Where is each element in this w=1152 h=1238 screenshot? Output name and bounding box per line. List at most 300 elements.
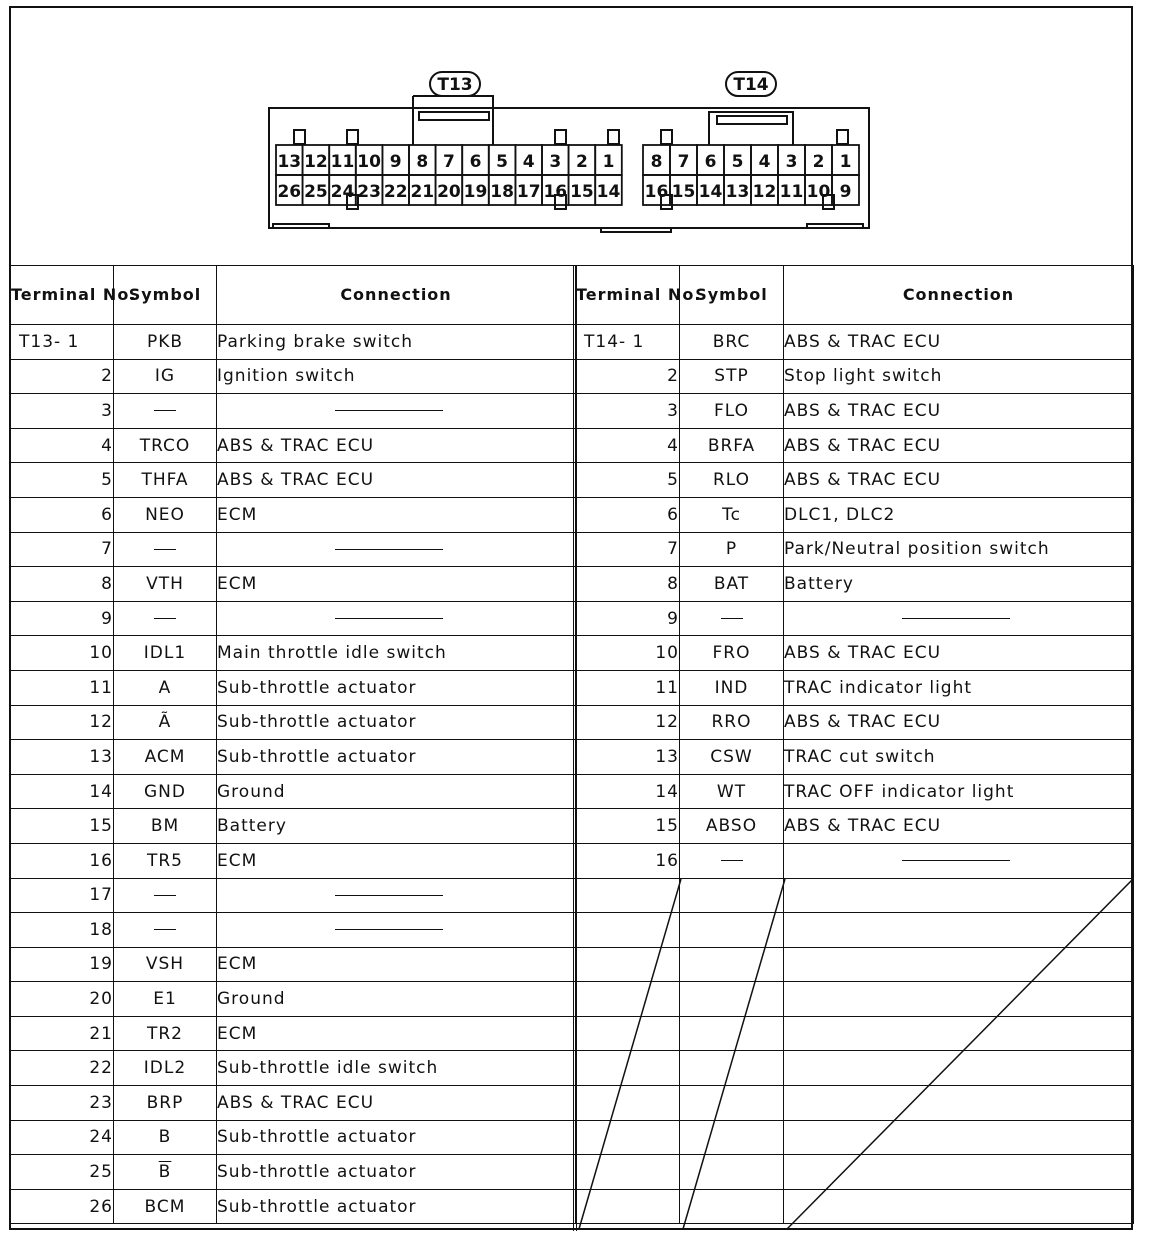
t14-pin-bottom-10: 10 — [806, 182, 831, 202]
symbol-text: RRO — [711, 712, 752, 733]
connection-text: Ground — [217, 781, 286, 802]
table-row — [576, 463, 1134, 498]
terminal-number: 8 — [101, 573, 113, 594]
terminal-number: 6 — [667, 504, 679, 525]
t14-symbol-cell — [680, 1086, 784, 1121]
t14-connection-cell — [784, 601, 1134, 636]
t13-connection-cell — [217, 567, 576, 602]
table-row — [11, 982, 576, 1017]
t14-symbol-cell — [680, 567, 784, 602]
t13-terminal-cell — [11, 774, 114, 809]
t13-connection-cell — [217, 947, 576, 982]
table-row — [576, 1120, 1134, 1155]
t13-symbol-cell — [114, 636, 217, 671]
t13-symbol-cell — [114, 705, 217, 740]
t13-symbol-cell — [114, 1086, 217, 1121]
symbol-header: Symbol — [114, 266, 217, 325]
terminal-number: 20 — [89, 989, 113, 1010]
terminal-number: 19 — [89, 954, 113, 975]
table-row — [576, 1051, 1134, 1086]
t13-pin-top-4: 4 — [522, 152, 535, 172]
t13-symbol-cell — [114, 567, 217, 602]
t14-label: T14 — [733, 75, 769, 95]
symbol-text: ACM — [144, 746, 186, 767]
t13-terminal-cell — [11, 1086, 114, 1121]
symbol-header: Symbol — [680, 266, 784, 325]
t14-connection-cell — [784, 463, 1134, 498]
t14-symbol-cell — [680, 878, 784, 913]
symbol-text: VSH — [145, 954, 185, 975]
symbol-text: E1 — [153, 989, 177, 1010]
symbol-text: BM — [150, 816, 180, 837]
t14-symbol-cell — [680, 947, 784, 982]
t13-connection-cell — [217, 1155, 576, 1190]
connection-text: Parking brake switch — [217, 331, 414, 352]
t14-terminal-cell — [576, 1155, 680, 1190]
symbol-text: IND — [714, 677, 749, 698]
table-row — [11, 705, 576, 740]
t14-terminal-cell — [576, 982, 680, 1017]
terminal-header: Terminal No. — [11, 266, 114, 325]
connection-text: TRAC cut switch — [784, 746, 936, 767]
symbol-text: $\overline{B}$ — [158, 1162, 172, 1183]
t13-connection-cell — [217, 1051, 576, 1086]
t13-connection-cell — [217, 325, 576, 360]
t13-pin-top-7: 7 — [442, 152, 455, 172]
t13-connection-cell — [217, 428, 576, 463]
connection-text: ABS & TRAC ECU — [217, 470, 375, 491]
t13-terminal-table — [10, 265, 576, 1224]
t13-connection-cell — [217, 394, 576, 429]
symbol-text: BCM — [144, 1196, 186, 1217]
t14-symbol-cell — [680, 774, 784, 809]
terminal-number: 3 — [101, 400, 113, 421]
t13-connection-cell — [217, 774, 576, 809]
connection-text: Stop light switch — [784, 366, 943, 387]
table-row — [576, 913, 1134, 948]
terminal-number: 3 — [667, 400, 679, 421]
table-row — [576, 740, 1134, 775]
t14-terminal-cell — [576, 740, 680, 775]
no-symbol-dash — [154, 549, 176, 550]
symbol-text: TRCO — [139, 435, 191, 456]
t13-pin-top-1: 1 — [602, 152, 615, 172]
terminal-number: 13 — [655, 746, 679, 767]
t14-terminal-table — [575, 265, 1134, 1224]
t13-connection-cell — [217, 843, 576, 878]
t14-latch-slot — [717, 116, 787, 124]
t13-pin-bottom-25: 25 — [304, 182, 328, 202]
symbol-text: BAT — [713, 573, 750, 594]
t13-symbol-cell — [114, 913, 217, 948]
symbol-text: IG — [154, 366, 176, 387]
connection-text: Park/Neutral position switch — [784, 539, 1050, 560]
t13-terminal-cell — [11, 567, 114, 602]
terminal-number: 12 — [655, 712, 679, 733]
table-row — [576, 567, 1134, 602]
table-row — [576, 428, 1134, 463]
t14-terminal-cell — [576, 1051, 680, 1086]
table-row — [11, 532, 576, 567]
t13-pin-top-12: 12 — [304, 152, 328, 172]
t14-symbol-cell — [680, 359, 784, 394]
terminal-number: 11 — [655, 677, 679, 698]
terminal-number: 9 — [667, 608, 679, 629]
t13-symbol-cell — [114, 601, 217, 636]
t14-connection-cell — [784, 809, 1134, 844]
symbol-text: VTH — [146, 573, 184, 594]
symbol-text: FRO — [712, 643, 751, 664]
connection-text: Battery — [217, 816, 287, 837]
symbol-text: B — [158, 1127, 172, 1148]
terminal-number: T13- 1 — [19, 331, 80, 352]
terminal-number: 16 — [89, 850, 113, 871]
table-row — [11, 947, 576, 982]
connection-text: Sub-throttle actuator — [217, 1127, 417, 1148]
connection-text: ABS & TRAC ECU — [784, 712, 942, 733]
table-row — [11, 913, 576, 948]
connection-text: Battery — [784, 573, 854, 594]
t13-pin-bottom-14: 14 — [596, 182, 621, 202]
t14-symbol-cell — [680, 740, 784, 775]
connection-text: ABS & TRAC ECU — [784, 816, 942, 837]
connection-text: ECM — [217, 573, 258, 594]
t13-pin-top-9: 9 — [389, 152, 402, 172]
t13-symbol-cell — [114, 878, 217, 913]
t13-connection-cell — [217, 982, 576, 1017]
t13-pin-bottom-15: 15 — [570, 182, 594, 202]
table-row — [11, 1155, 576, 1190]
t13-terminal-cell — [11, 428, 114, 463]
t14-terminal-cell — [576, 428, 680, 463]
t14-pin-bottom-9: 9 — [839, 182, 852, 202]
t13-terminal-cell — [11, 913, 114, 948]
page-frame — [9, 6, 1133, 1230]
table-row — [576, 878, 1134, 913]
symbol-text: BRP — [146, 1092, 184, 1113]
connection-text: ECM — [217, 850, 258, 871]
t13-symbol-cell — [114, 532, 217, 567]
no-connection-line — [902, 860, 1010, 861]
t13-connection-cell — [217, 705, 576, 740]
t14-terminal-cell — [576, 497, 680, 532]
terminal-number: 4 — [101, 435, 113, 456]
t14-connection-cell — [784, 740, 1134, 775]
t13-connection-cell — [217, 1016, 576, 1051]
t13-connection-cell — [217, 740, 576, 775]
symbol-text: Tc — [722, 504, 741, 525]
t13-connection-cell — [217, 670, 576, 705]
t14-connection-cell — [784, 359, 1134, 394]
table-row — [576, 1155, 1134, 1190]
no-connection-line — [902, 618, 1010, 619]
connection-text: ECM — [217, 954, 258, 975]
t14-pin-bottom-16: 16 — [644, 182, 669, 202]
t14-connection-cell — [784, 532, 1134, 567]
t14-connection-cell — [784, 1120, 1134, 1155]
t14-connection-cell — [784, 843, 1134, 878]
connection-text: TRAC OFF indicator light — [784, 781, 1015, 802]
terminal-number: 12 — [89, 712, 113, 733]
no-symbol-dash — [154, 410, 176, 411]
connection-text: Sub-throttle actuator — [217, 1162, 417, 1183]
t13-connection-cell — [217, 913, 576, 948]
t14-connection-cell — [784, 1155, 1134, 1190]
table-row — [11, 359, 576, 394]
t14-pin-top-6: 6 — [704, 152, 717, 172]
key-bump — [608, 130, 619, 144]
terminal-number: 25 — [89, 1162, 113, 1183]
table-row — [11, 670, 576, 705]
t14-symbol-cell — [680, 670, 784, 705]
t13-pin-bottom-21: 21 — [410, 182, 435, 202]
terminal-number: 18 — [89, 919, 113, 940]
table-row — [576, 843, 1134, 878]
t13-pin-top-10: 10 — [357, 152, 381, 172]
t13-terminal-cell — [11, 670, 114, 705]
terminal-number: 8 — [667, 573, 679, 594]
key-bump — [661, 130, 672, 144]
t14-terminal-cell — [576, 705, 680, 740]
table-row — [11, 567, 576, 602]
t14-terminal-cell — [576, 1016, 680, 1051]
key-bump — [347, 130, 358, 144]
table-row — [576, 1016, 1134, 1051]
t13-terminal-cell — [11, 982, 114, 1017]
t14-symbol-cell — [680, 428, 784, 463]
t14-pin-top-3: 3 — [785, 152, 798, 172]
t14-terminal-cell — [576, 1120, 680, 1155]
symbol-text: P — [725, 539, 738, 560]
connection-text: ABS & TRAC ECU — [217, 1092, 375, 1113]
terminal-number: 16 — [655, 850, 679, 871]
symbol-text: BRC — [712, 331, 751, 352]
table-row — [576, 1189, 1134, 1224]
table-row — [576, 982, 1134, 1017]
symbol-text: GND — [144, 781, 186, 802]
t14-connection-cell — [784, 878, 1134, 913]
t14-terminal-cell — [576, 774, 680, 809]
t13-pin-bottom-26: 26 — [277, 182, 302, 202]
t13-symbol-cell — [114, 1120, 217, 1155]
t13-symbol-cell — [114, 809, 217, 844]
t14-terminal-cell — [576, 1189, 680, 1224]
t14-connection-cell — [784, 670, 1134, 705]
t14-pin-bottom-13: 13 — [725, 182, 750, 202]
terminal-number: 14 — [655, 781, 679, 802]
t14-terminal-cell — [576, 394, 680, 429]
t13-symbol-cell — [114, 359, 217, 394]
t14-terminal-cell — [576, 325, 680, 360]
t14-pin-top-4: 4 — [758, 152, 771, 172]
t14-symbol-cell — [680, 601, 784, 636]
t13-symbol-cell — [114, 982, 217, 1017]
t14-connection-cell — [784, 1189, 1134, 1224]
key-bump — [837, 130, 848, 144]
terminal-number: 5 — [667, 470, 679, 491]
connection-text: Sub-throttle actuator — [217, 1196, 417, 1217]
t14-pin-bottom-11: 11 — [779, 182, 804, 202]
t13-symbol-cell — [114, 947, 217, 982]
t13-connection-cell — [217, 1120, 576, 1155]
t14-symbol-cell — [680, 1120, 784, 1155]
table-row — [11, 1051, 576, 1086]
table-row — [576, 705, 1134, 740]
t13-terminal-cell — [11, 947, 114, 982]
t13-connection-cell — [217, 532, 576, 567]
t13-header-row — [11, 266, 576, 325]
t14-symbol-cell — [680, 636, 784, 671]
symbol-text: RLO — [712, 470, 751, 491]
table-row — [11, 878, 576, 913]
t14-symbol-cell — [680, 532, 784, 567]
t14-terminal-cell — [576, 670, 680, 705]
symbol-text: PKB — [146, 331, 184, 352]
key-bump — [555, 130, 566, 144]
t14-terminal-cell — [576, 947, 680, 982]
terminal-number: 2 — [667, 366, 679, 387]
t13-pin-bottom-19: 19 — [463, 182, 488, 202]
t13-terminal-cell — [11, 809, 114, 844]
t14-connection-cell — [784, 913, 1134, 948]
t13-terminal-cell — [11, 1051, 114, 1086]
t13-connection-cell — [217, 809, 576, 844]
t14-symbol-cell — [680, 1189, 784, 1224]
connection-text: ABS & TRAC ECU — [784, 643, 942, 664]
table-row — [11, 497, 576, 532]
terminal-number: 26 — [89, 1196, 113, 1217]
t14-symbol-cell — [680, 1155, 784, 1190]
terminal-number: 6 — [101, 504, 113, 525]
t13-connection-cell — [217, 359, 576, 394]
t14-pin-top-8: 8 — [650, 152, 663, 172]
t14-pin-bottom-12: 12 — [752, 182, 777, 202]
connection-text: Sub-throttle actuator — [217, 712, 417, 733]
t14-pin-bottom-15: 15 — [671, 182, 696, 202]
terminal-number: 15 — [655, 816, 679, 837]
no-symbol-dash — [154, 618, 176, 619]
symbol-text: IDL2 — [143, 1058, 187, 1079]
t14-pin-top-5: 5 — [731, 152, 744, 172]
terminal-header: Terminal No. — [576, 266, 680, 325]
table-row — [576, 670, 1134, 705]
symbol-text: Ã — [158, 712, 172, 733]
table-row — [11, 774, 576, 809]
key-bump — [294, 130, 305, 144]
no-connection-line — [335, 929, 443, 930]
symbol-text: WT — [716, 781, 747, 802]
connection-header: Connection — [784, 266, 1134, 325]
t14-pin-top-1: 1 — [839, 152, 852, 172]
terminal-number: 23 — [89, 1092, 113, 1113]
symbol-text: CSW — [710, 746, 753, 767]
connection-header: Connection — [217, 266, 576, 325]
t13-symbol-cell — [114, 670, 217, 705]
t13-terminal-cell — [11, 601, 114, 636]
t13-connection-cell — [217, 636, 576, 671]
t14-connection-cell — [784, 325, 1134, 360]
terminal-number: 10 — [89, 643, 113, 664]
t14-symbol-cell — [680, 497, 784, 532]
t14-pin-top-2: 2 — [812, 152, 825, 172]
table-row — [11, 394, 576, 429]
t14-symbol-cell — [680, 809, 784, 844]
t13-symbol-cell — [114, 1016, 217, 1051]
t13-symbol-cell — [114, 394, 217, 429]
connection-text: ABS & TRAC ECU — [784, 435, 942, 456]
t13-pin-top-6: 6 — [469, 152, 482, 172]
table-row — [11, 636, 576, 671]
t13-symbol-cell — [114, 497, 217, 532]
t13-symbol-cell — [114, 843, 217, 878]
t13-pin-top-3: 3 — [549, 152, 562, 172]
t13-pin-bottom-18: 18 — [490, 182, 514, 202]
t14-pin-top-7: 7 — [677, 152, 690, 172]
t14-connection-cell — [784, 394, 1134, 429]
t14-connection-cell — [784, 705, 1134, 740]
connection-text: ECM — [217, 504, 258, 525]
t13-terminal-cell — [11, 394, 114, 429]
table-row — [11, 843, 576, 878]
t13-pin-grid — [276, 145, 622, 205]
t14-terminal-cell — [576, 809, 680, 844]
terminal-number: 24 — [89, 1127, 113, 1148]
symbol-text: FLO — [713, 400, 750, 421]
t14-connection-cell — [784, 636, 1134, 671]
t14-terminal-cell — [576, 913, 680, 948]
t14-terminal-cell — [576, 878, 680, 913]
t13-pin-bottom-17: 17 — [516, 182, 541, 202]
t13-pin-bottom-24: 24 — [330, 182, 355, 202]
t14-connection-cell — [784, 497, 1134, 532]
connection-text: Ignition switch — [217, 366, 356, 387]
t14-terminal-cell — [576, 463, 680, 498]
no-connection-line — [335, 549, 443, 550]
t14-connection-cell — [784, 567, 1134, 602]
t14-symbol-cell — [680, 394, 784, 429]
t14-symbol-cell — [680, 463, 784, 498]
terminal-number: 2 — [101, 366, 113, 387]
no-connection-line — [335, 410, 443, 411]
t14-symbol-cell — [680, 325, 784, 360]
t14-terminal-cell — [576, 601, 680, 636]
t13-connection-cell — [217, 601, 576, 636]
table-row — [576, 636, 1134, 671]
t13-symbol-cell — [114, 463, 217, 498]
no-connection-line — [335, 895, 443, 896]
t14-symbol-cell — [680, 913, 784, 948]
t13-terminal-cell — [11, 878, 114, 913]
terminal-number: 11 — [89, 677, 113, 698]
t14-header-row — [576, 266, 1134, 325]
t13-pin-bottom-23: 23 — [357, 182, 381, 202]
symbol-text: IDL1 — [143, 643, 187, 664]
connection-text: Sub-throttle actuator — [217, 677, 417, 698]
t14-symbol-cell — [680, 982, 784, 1017]
t14-symbol-cell — [680, 843, 784, 878]
no-symbol-dash — [721, 618, 743, 619]
symbol-text: NEO — [145, 504, 185, 525]
connection-text: ABS & TRAC ECU — [784, 400, 942, 421]
connection-text: DLC1, DLC2 — [784, 504, 896, 525]
t13-connection-cell — [217, 1086, 576, 1121]
terminal-number: 7 — [667, 539, 679, 560]
t13-terminal-cell — [11, 843, 114, 878]
t14-symbol-cell — [680, 1016, 784, 1051]
t14-connection-cell — [784, 428, 1134, 463]
table-row — [576, 497, 1134, 532]
t13-pin-top-8: 8 — [416, 152, 429, 172]
